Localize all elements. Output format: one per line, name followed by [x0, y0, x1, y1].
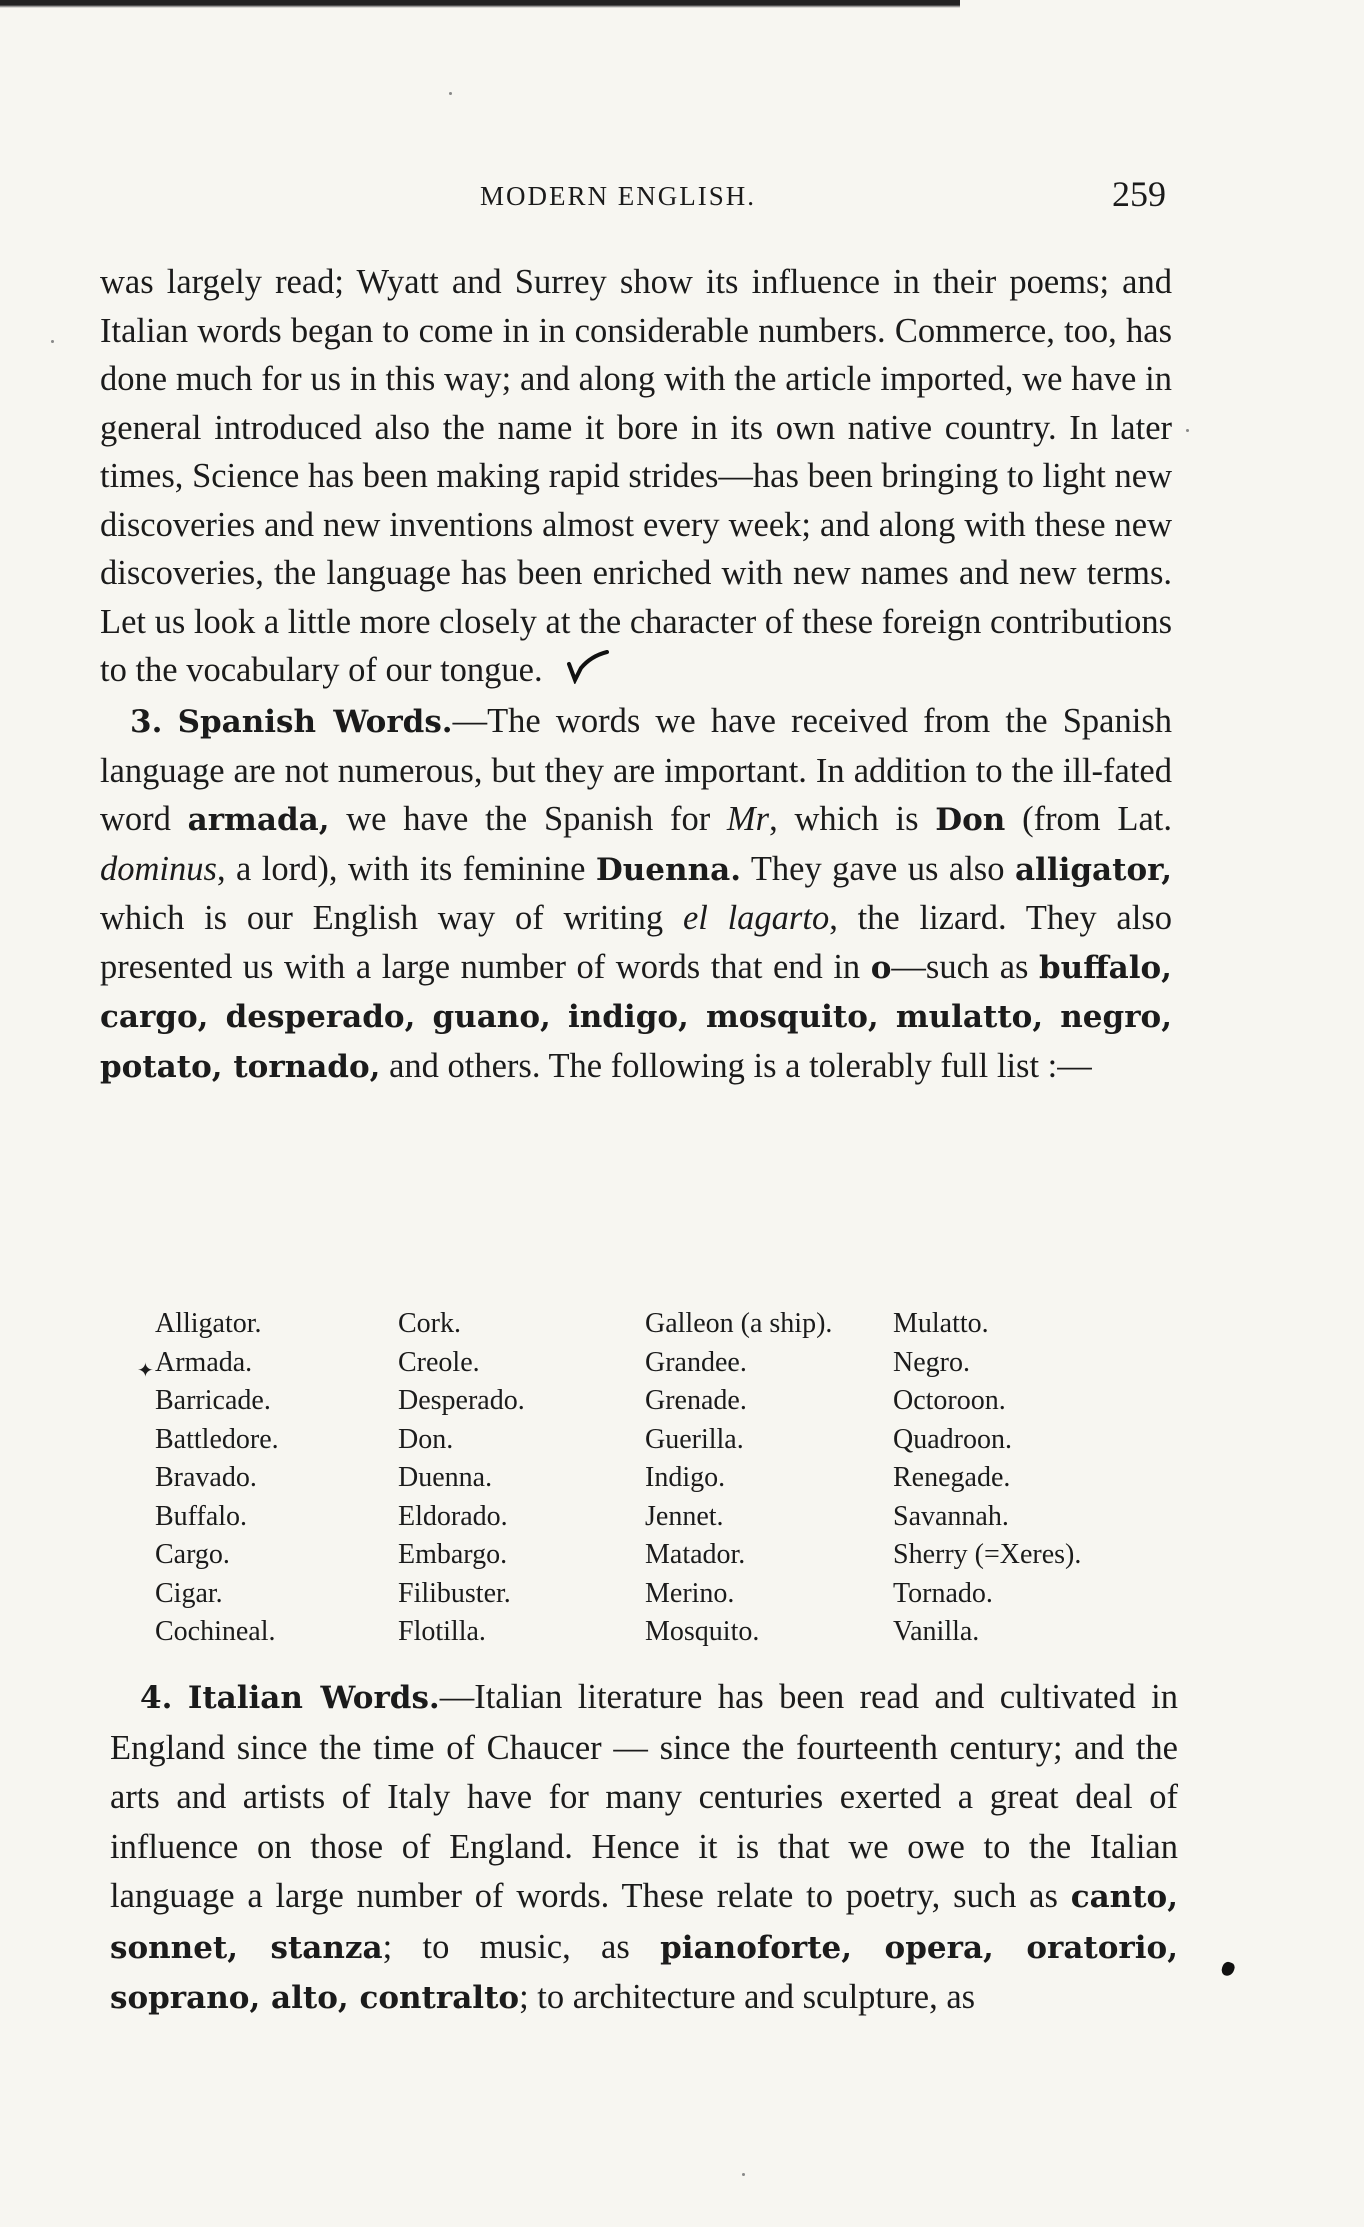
main-text-continued [110, 1673, 1178, 2024]
word-list-item: Cigar. [155, 1577, 223, 1609]
word-list-item: Battledore. [155, 1423, 279, 1455]
section-number: 3. [130, 704, 163, 741]
term-list: buffalo, cargo, desperado, guano, indigo, mosquito, mulatto, negro, potato, tornado, [100, 949, 1172, 1085]
term-duenna: Duenna. [595, 851, 741, 888]
section-italian-words [110, 1673, 1178, 2024]
word-list-item: Grenade. [645, 1385, 747, 1416]
word-list-item: Renegade. [893, 1462, 1011, 1493]
section-spanish-words [100, 697, 1172, 1091]
word-list-item: Merino. [645, 1577, 735, 1609]
page-top-border [0, 0, 960, 8]
word-list-item: Octoroon. [893, 1385, 1006, 1416]
text-run: —The words we have received from the Spanish language are not numerous, but they are important. In addition to the ill-fated word [100, 702, 1172, 839]
word-list-item: Matador. [645, 1539, 746, 1570]
word-list-item: Tornado. [893, 1577, 993, 1609]
speck [742, 2173, 745, 2176]
word-list-item: Cork. [398, 1308, 461, 1339]
paragraph-text: was largely read; Wyatt and Surrey show its influence in their poems; and Italian words began to come in in considerable numbers. Commerce, too, has done much for us in this way; and along with the article imported, we have in general introduced also the name it bore in its own native country. In later times, Science has been making rapid strides—has been bringing to light new discoveries and new inventions almost every week; and along with these new discoveries, the language has been enriched with new names and new terms. Let us look a little more closely at the character of these foreign contributions to the vocabulary of our tongue. [100, 263, 1173, 689]
text-run: ; to architecture and sculpture, as [519, 1978, 976, 2016]
text-run: —Italian literature has been read and cultivated in England since the time of Chaucer — since the fourteenth century; and the arts and artists of Italy have for many centuries exerted a great deal of influence on those of England. Hence it is that we owe to the Italian language a large number of words. These relate to poetry, such as [110, 1678, 1179, 1915]
text-run: which is our English way of writing [100, 899, 683, 938]
word-list-item: Barricade. [155, 1385, 271, 1416]
margin-star-icon: ✦ [137, 1360, 154, 1382]
word-list-item: Flotilla. [398, 1616, 486, 1647]
text-run: we have the Spanish for [329, 800, 727, 839]
page-number: 259 [1112, 174, 1166, 214]
word-column-1 [155, 1305, 279, 1652]
text-run: , a lord), with its feminine [216, 849, 596, 888]
section-number: 4. [140, 1680, 173, 1716]
term-don: Don [935, 802, 1006, 839]
speck [1186, 429, 1189, 432]
word-list-item: Creole. [398, 1346, 480, 1378]
word-list-item: Savannah. [893, 1500, 1009, 1532]
word-list-item: Eldorado. [398, 1500, 508, 1532]
word-list-item: Mosquito. [645, 1616, 760, 1647]
term-o: o [870, 949, 892, 986]
word-list-item: Cochineal. [155, 1616, 276, 1647]
word-list-item: Desperado. [398, 1385, 525, 1416]
word-list-item: Quadroon. [893, 1423, 1012, 1455]
term-poetry-words: canto, sonnet, stanza [110, 1879, 1178, 1966]
text-run: ; to music, as [382, 1927, 661, 1966]
main-text [100, 258, 1172, 1091]
word-list-item: Sherry (=Xeres). [893, 1539, 1082, 1570]
term-music-words: pianoforte, opera, oratorio, soprano, alto, contralto [110, 1929, 1178, 2016]
speck [51, 340, 54, 343]
text-run: , which is [769, 800, 936, 839]
running-head [0, 173, 1364, 221]
word-list-item: Don. [398, 1423, 454, 1455]
word-list-item: Alligator. [155, 1308, 262, 1339]
term-el-lagarto: el lagarto [682, 899, 830, 938]
section-heading: Italian Words. [187, 1680, 440, 1716]
word-column-4 [893, 1305, 1081, 1652]
word-list-item: Guerilla. [645, 1423, 744, 1455]
checkmark-icon [563, 649, 609, 698]
word-list-item: Buffalo. [155, 1500, 248, 1532]
section-heading: Spanish Words. [177, 704, 453, 741]
word-list-item: Negro. [893, 1346, 970, 1378]
word-list-item: Embargo. [398, 1539, 508, 1570]
word-column-3 [645, 1305, 832, 1652]
word-list-item: Bravado. [155, 1462, 257, 1493]
word-list-item: Filibuster. [398, 1577, 511, 1609]
word-list-item: Vanilla. [893, 1616, 980, 1647]
term-armada: armada, [187, 802, 330, 839]
ink-blot-icon [1220, 1960, 1236, 1977]
word-list-item: Galleon (a ship). [645, 1308, 833, 1339]
word-list-item: Duenna. [398, 1462, 493, 1493]
text-run: (from Lat. [1005, 800, 1172, 839]
word-list-item: Grandee. [645, 1346, 747, 1378]
term-mr: Mr [726, 800, 770, 839]
word-list-item: Mulatto. [893, 1308, 989, 1339]
text-run: and others. The following is a tolerably full list :— [380, 1046, 1092, 1085]
text-run: They gave us also [741, 849, 1015, 888]
text-run: , the lizard. They also presented us with a large number of words that end in [100, 899, 1173, 986]
word-column-2 [398, 1305, 525, 1652]
term-alligator: alligator, [1014, 851, 1172, 888]
word-list-item: Cargo. [155, 1539, 230, 1570]
word-list-item: Indigo. [645, 1462, 726, 1493]
speck [449, 92, 452, 95]
word-list-item: Jennet. [645, 1500, 724, 1532]
term-dominus: dominus [100, 849, 217, 888]
text-run: —such as [891, 947, 1039, 986]
word-list-item: Armada. [155, 1346, 253, 1378]
running-title: MODERN ENGLISH. [480, 181, 756, 211]
paragraph-continuation [100, 258, 1172, 697]
